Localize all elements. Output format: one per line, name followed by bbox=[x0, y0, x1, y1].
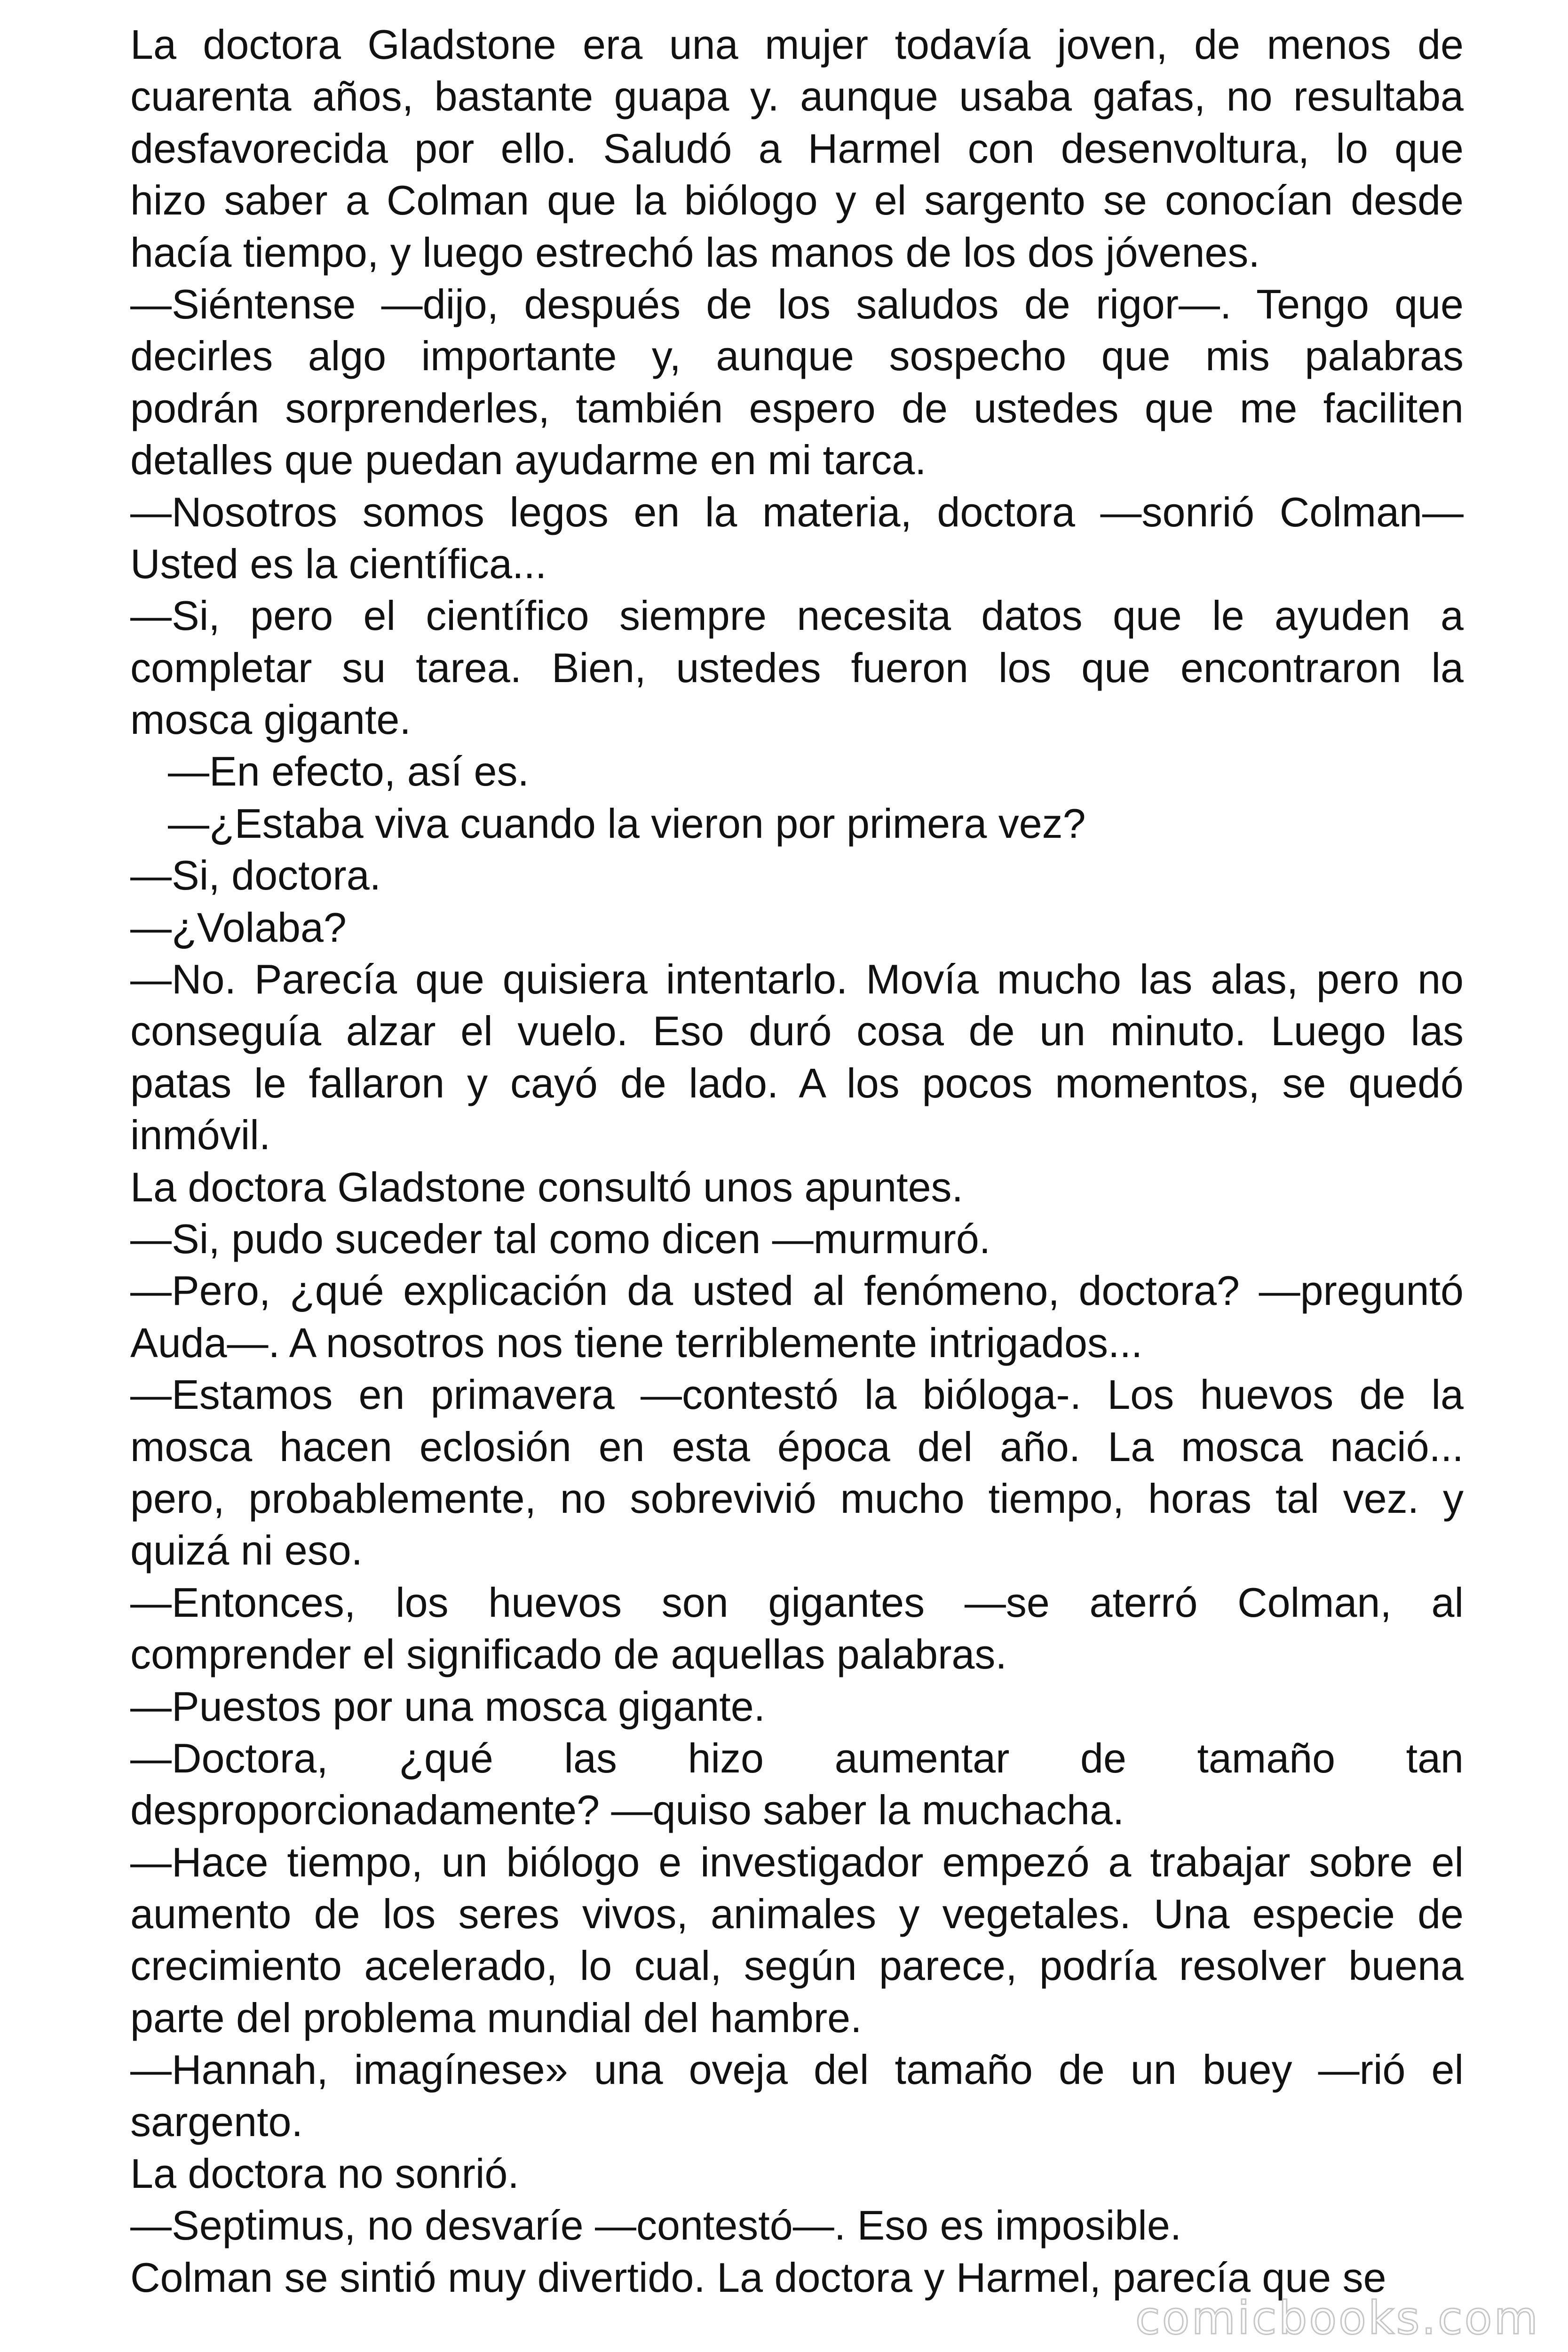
text-line: sargento. bbox=[130, 2098, 303, 2145]
text-line: completar su tarea. Bien, ustedes fueron los que encontraron la bbox=[130, 644, 1464, 691]
text-line: inmóvil. bbox=[130, 1112, 271, 1159]
text-line: pero, probablemente, no sobrevivió mucho tiempo, horas tal vez. y bbox=[130, 1475, 1464, 1522]
text-line: —Si, pudo suceder tal como dicen —murmuró. bbox=[130, 1215, 991, 1262]
text-line: —Estamos en primavera —contestó la bióloga-. Los huevos de la bbox=[130, 1371, 1464, 1418]
text-line: patas le fallaron y cayó de lado. A los pocos momentos, se quedó bbox=[130, 1059, 1464, 1106]
text-line: hizo saber a Colman que la biólogo y el sargento se conocían desde bbox=[130, 177, 1464, 224]
text-line: —Septimus, no desvaríe —contestó—. Eso es imposible. bbox=[130, 2202, 1182, 2249]
text-line: —Doctora, ¿qué las hizo aumentar de tamaño tan bbox=[130, 1734, 1464, 1781]
text-line: hacía tiempo, y luego estrechó las manos de los dos jóvenes. bbox=[130, 229, 1260, 276]
text-line: cuarenta años, bastante guapa y. aunque usaba gafas, no resultaba bbox=[130, 73, 1464, 120]
text-line: crecimiento acelerado, lo cual, según parece, podría resolver buena bbox=[130, 1942, 1464, 1989]
text-line: —Hannah, imagínese» una oveja del tamaño de un buey —rió el bbox=[130, 2046, 1464, 2093]
text-line: Colman se sintió muy divertido. La doctora y Harmel, parecía que se bbox=[130, 2254, 1386, 2301]
text-line: —No. Parecía que quisiera intentarlo. Movía mucho las alas, pero no bbox=[130, 956, 1464, 1003]
text-line: Usted es la científica... bbox=[130, 540, 547, 587]
text-line: —Hace tiempo, un biólogo e investigador empezó a trabajar sobre el bbox=[130, 1838, 1464, 1885]
text-line: Auda—. A nosotros nos tiene terriblemente intrigados... bbox=[130, 1319, 1143, 1366]
text-line: —Si, doctora. bbox=[130, 852, 381, 899]
text-line: —Si, pero el científico siempre necesita datos que le ayuden a bbox=[130, 592, 1464, 639]
text-line: comprender el significado de aquellas palabras. bbox=[130, 1631, 1007, 1678]
text-line: —¿Estaba viva cuando la vieron por primera vez? bbox=[168, 800, 1086, 847]
text-line: —En efecto, así es. bbox=[168, 748, 529, 795]
text-line: parte del problema mundial del hambre. bbox=[130, 1994, 862, 2041]
text-line: La doctora no sonrió. bbox=[130, 2150, 519, 2197]
text-line: aumento de los seres vivos, animales y vegetales. Una especie de bbox=[130, 1891, 1464, 1938]
text-page bbox=[130, 19, 1464, 2304]
text-line: mosca hacen eclosión en esta época del año. La mosca nació... bbox=[130, 1423, 1464, 1470]
text-line: —Siéntense —dijo, después de los saludos de rigor—. Tengo que bbox=[130, 280, 1464, 327]
text-line: La doctora Gladstone era una mujer todavía joven, de menos de bbox=[130, 21, 1464, 68]
watermark: comicbooks.com bbox=[1135, 2292, 1540, 2344]
text-line: mosca gigante. bbox=[130, 696, 411, 743]
text-line: —Pero, ¿qué explicación da usted al fenómeno, doctora? —preguntó bbox=[130, 1267, 1464, 1314]
text-line: podrán sorprenderles, también espero de ustedes que me faciliten bbox=[130, 384, 1464, 431]
text-line: desproporcionadamente? —quiso saber la muchacha. bbox=[130, 1787, 1125, 1834]
text-line: —Puestos por una mosca gigante. bbox=[130, 1683, 766, 1730]
text-line: La doctora Gladstone consultó unos apuntes. bbox=[130, 1163, 963, 1210]
text-line: decirles algo importante y, aunque sospecho que mis palabras bbox=[130, 333, 1464, 380]
text-line: detalles que puedan ayudarme en mi tarca. bbox=[130, 437, 927, 484]
text-line: desfavorecida por ello. Saludó a Harmel con desenvoltura, lo que bbox=[130, 125, 1464, 172]
text-line: —Entonces, los huevos son gigantes —se aterró Colman, al bbox=[130, 1579, 1464, 1626]
text-line: —¿Volaba? bbox=[130, 904, 347, 951]
text-line: quizá ni eso. bbox=[130, 1527, 363, 1574]
text-line: —Nosotros somos legos en la materia, doctora —sonrió Colman— bbox=[130, 488, 1464, 535]
text-line: conseguía alzar el vuelo. Eso duró cosa de un minuto. Luego las bbox=[130, 1008, 1464, 1055]
